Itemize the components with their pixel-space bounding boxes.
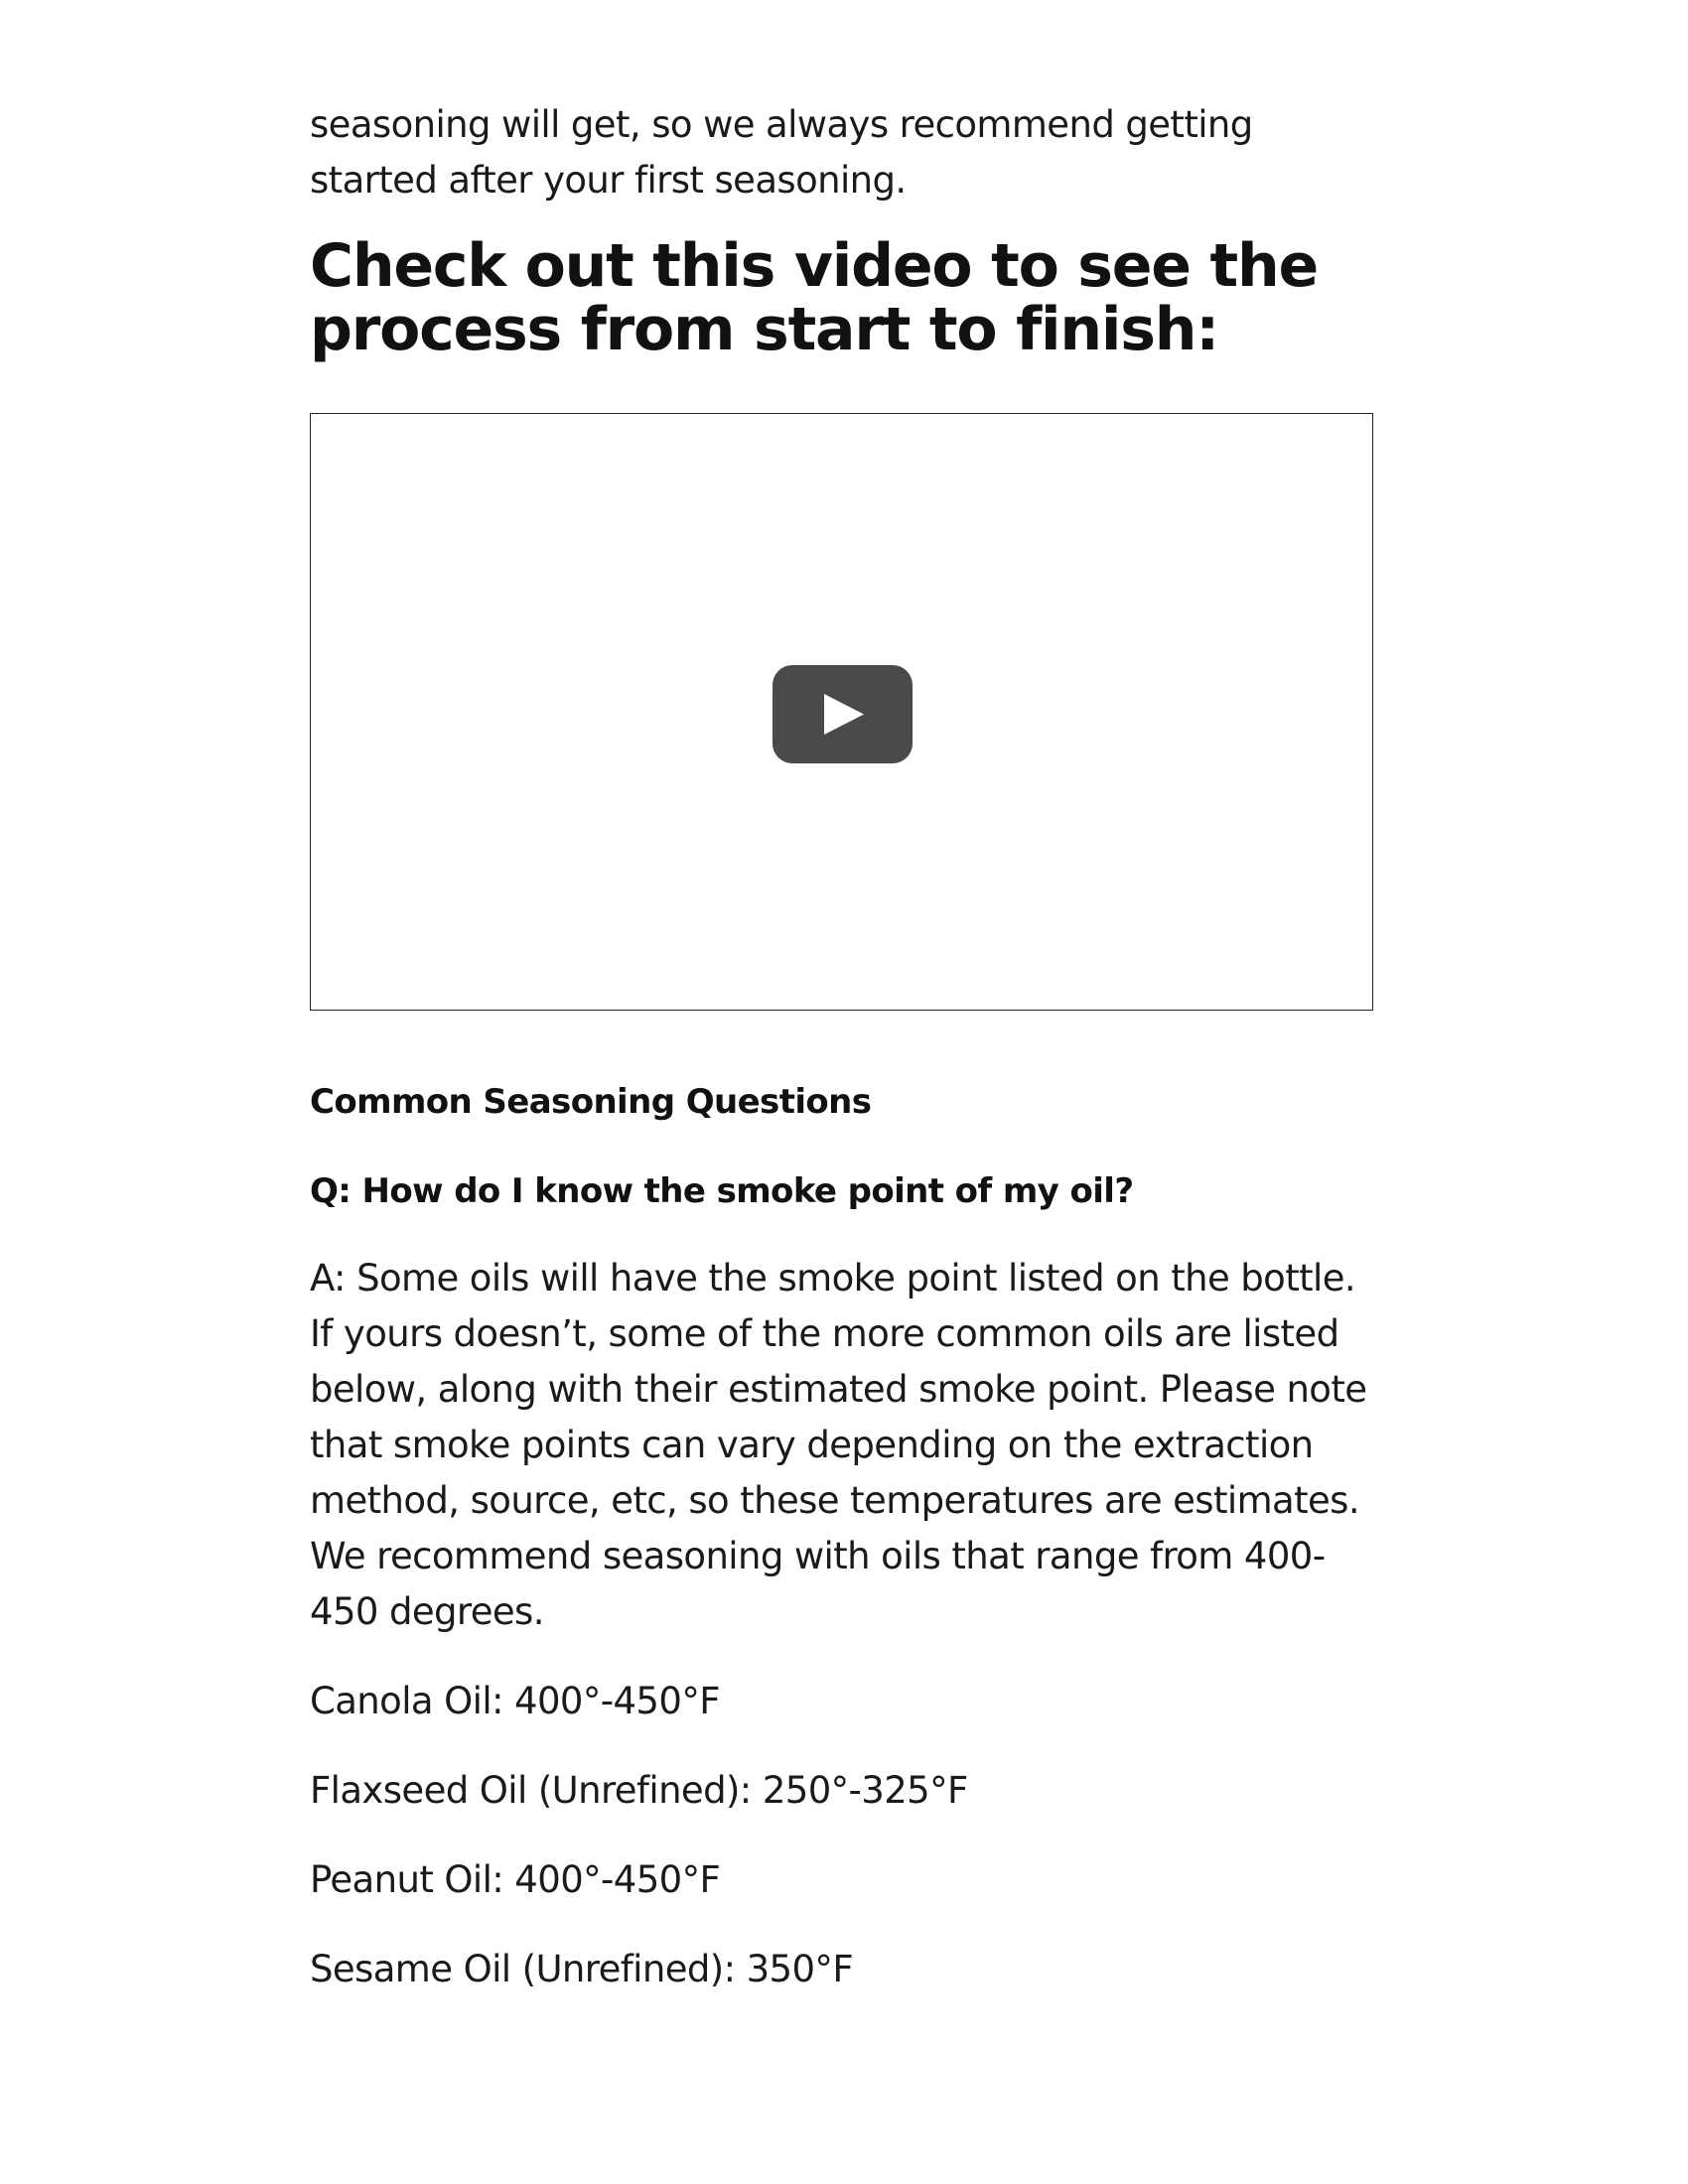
play-icon (824, 694, 864, 735)
oil-item-canola: Canola Oil: 400°-450°F (310, 1680, 720, 1722)
play-button[interactable] (773, 665, 913, 763)
faq-heading: Common Seasoning Questions (310, 1082, 872, 1122)
video-heading: Check out this video to see the process from start to finish: (310, 231, 1318, 364)
intro-paragraph: seasoning will get, so we always recommend getting started after your first seasoning. (310, 103, 1253, 202)
faq-answer: A: Some oils will have the smoke point listed on the bottle. If yours doesn’t, some of the more common oils are listed below, along with their estimated smoke point. Please note that smoke points can vary depending on the extraction method, source, etc, so these temperatures are estimates. We recommend seasoning with oils that range from 400-450 degrees. (310, 1257, 1367, 1633)
faq-question: Q: How do I know the smoke point of my oil? (310, 1171, 1134, 1211)
oil-item-flaxseed: Flaxseed Oil (Unrefined): 250°-325°F (310, 1769, 968, 1812)
oil-item-peanut: Peanut Oil: 400°-450°F (310, 1858, 721, 1901)
video-embed[interactable] (310, 413, 1373, 1011)
article-content (310, 97, 1382, 2031)
oil-smoke-point-list (310, 1674, 1382, 1997)
oil-item-sesame: Sesame Oil (Unrefined): 350°F (310, 1948, 854, 1990)
